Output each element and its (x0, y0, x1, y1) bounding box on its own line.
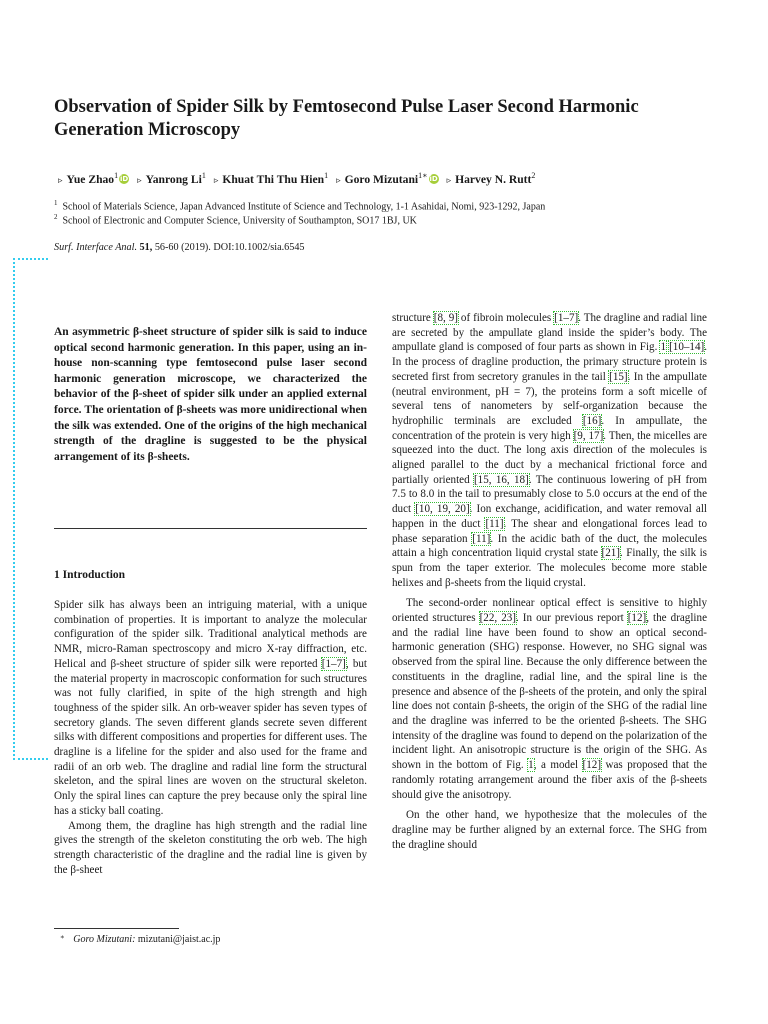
text-run: The second-order nonlinear optical effect is sensitive to highly oriented structures (392, 597, 707, 625)
affiliation-text: School of Materials Science, Japan Advanced Institute of Science and Technology, 1-1 Asahidai, Nomi, 923-1292, Japan (62, 201, 546, 213)
paragraph (392, 808, 707, 852)
author-name: Harvey N. Rutt (455, 172, 532, 186)
author-list (58, 171, 738, 186)
text-run: . The continuous lowering of pH from 7.5 to 8.0 in the tail to presumably close to 5.0 occurs at the end of the duct (392, 473, 708, 516)
footnote-author: Goro Mizutani: (73, 934, 136, 945)
text-run: . In our previous report (515, 612, 628, 625)
author (214, 171, 328, 186)
author-marker-icon: ▹ (336, 174, 341, 185)
citation-link[interactable]: [10, 19, 20] (415, 503, 470, 516)
citation-link[interactable]: [9, 17] (573, 429, 604, 442)
text-run: . In the process of dragline production, the primary structure protein is secreted first from secretory granules in the tail (392, 341, 707, 383)
citation-link[interactable]: [12] (582, 759, 602, 772)
abstract: An asymmetric β-sheet structure of spider silk is said to induce optical second harmonic generation. In this paper, using an in-house non-scanning type femtosecond pulse laser second harmonic generation microscope, we characterized the behavior of the β-sheet of spider silk under an applied external force. The orientation of β-sheets was more unidirectional when the silk was extended. One of the origins of the high mechanical strength of the dragline is suggested to be the physical arrangement of its β-sheets. (54, 326, 367, 463)
text-run: , but the material property in macroscopic conformation for such structures was not fully clarified, in spite of the high strength and high toughness of the spider silk. An orb-weaver spider has seven types of secretory glands. The seven different glands secrete seven different silks with different compositions and properties for different uses. The dragline is a lifeline for the spider and also used for the frame and radii of an orb web. The dragline and radial line form the structural skeleton, and the spiral lines are woven on the structural skeleton. Only the spiral lines can capture the prey because only the spiral line has a sticky ball coating. (54, 657, 367, 817)
citation-link[interactable]: [15, 16, 18] (473, 473, 529, 486)
paper-title: Observation of Spider Silk by Femtosecond Pulse Laser Second Harmonic Generation Microscopy (54, 97, 639, 140)
text-run: . Ion exchange, acidification, and water removal all happen in the duct (392, 503, 708, 530)
author (137, 171, 206, 186)
citation-link[interactable]: [8, 9] (433, 312, 458, 324)
footnote-email[interactable]: mizutani@jaist.ac.jp (137, 934, 221, 945)
footnote-divider (54, 928, 179, 929)
text-run: . The dragline and radial line are secreted by the ampullate gland inside the spider’s body. The ampullate gland is composed of four parts as shown in Fig. (392, 312, 707, 354)
orcid-icon[interactable]: iD (429, 174, 438, 183)
citation-line (54, 242, 305, 253)
citation-link[interactable]: [16] (582, 414, 602, 427)
citation-link[interactable]: [22, 23] (479, 612, 516, 625)
abstract-divider (54, 528, 367, 529)
text-run: Spider silk has always been an intriguing material, with a unique combination of properties. It is important to analyze the molecular configuration of the spider silk. Traditional analytical methods are NMR, micro-Raman spectroscopy and micro X-ray diffraction, etc. Helical and β-sheet structure of spider silk were reported (54, 599, 367, 670)
text-run: . In ampullate, the concentration of the protein is very high (392, 414, 708, 442)
right-column-body (392, 311, 707, 852)
text-run: . Finally, the silk is spun from the taper exterior. The molecules become more stable helixes and β-sheets from the liquid crystal. (392, 547, 707, 589)
author-name: Yanrong Li (145, 172, 202, 186)
citation-link[interactable]: [12] (627, 612, 647, 625)
author-affiliation-sup: 2 (531, 171, 536, 180)
citation-link[interactable]: [21] (601, 547, 620, 560)
author (58, 171, 129, 186)
author-marker-icon: ▹ (58, 174, 63, 185)
affiliation-number: 1 (54, 199, 58, 207)
journal-name: Surf. Interface Anal. (54, 242, 137, 253)
author-affiliation-sup: 1 (324, 171, 329, 180)
text-run: of fibroin molecules (457, 312, 555, 324)
affiliation-number: 2 (54, 213, 58, 221)
affiliation-text: School of Electronic and Computer Science, University of Southampton, SO17 1BJ, UK (62, 215, 417, 227)
paragraph (54, 819, 367, 878)
citation-link[interactable]: 1 (528, 759, 534, 772)
citation-link[interactable]: [11] (472, 532, 491, 545)
author-name: Goro Mizutani (344, 172, 419, 186)
text-run: Among them, the dragline has high strength and the radial line gives the strength of the skeleton constituting the orb web. The high strength characteristic of the dragline and the radial line is given by the β-sheet (54, 819, 367, 876)
journal-volume: 51, (139, 242, 153, 253)
author-name: Yue Zhao (66, 172, 115, 186)
citation-link[interactable]: [1–7] (321, 657, 346, 670)
author-marker-icon: ▹ (213, 174, 219, 185)
text-run: , the dragline and the radial line have been found to show an optical second-harmonic generation (SHG) response. However, no SHG signal was observed from the spiral line. Because the only difference between the constituents in the dragline, radial line, and the spiral line is the presence and absence of the β-sheets of the protein, and only the spiral line does not contain β-sheets, the origin of the SHG of the radial line and the dragline was inferred to be the oriented β-sheets. The SHG intensity of the dragline was found to depend on the polarization of the incident light. An anisotropic structure is the origin of the SHG. As shown in the bottom of Fig. (392, 612, 707, 772)
section-heading-introduction: 1 Introduction (54, 569, 126, 581)
text-run: . In the acidic bath of the duct, the molecules attain a high concentration liquid crystal state (392, 532, 707, 560)
corresponding-author-footnote (60, 933, 220, 945)
citation-link[interactable]: [11] (485, 517, 504, 530)
author-marker-icon: ▹ (446, 174, 452, 185)
link-annotation-frame[interactable] (13, 258, 48, 760)
author-name: Khuat Thi Thu Hien (222, 172, 325, 186)
citation-link[interactable]: [10–14] (669, 341, 705, 354)
text-run: . In the ampullate (neutral environment, pH = 7), the proteins form a soft micelle of several tens of nanometers by self-organization because the hydrophilic terminals are excluded (392, 370, 707, 427)
affiliation-2 (54, 211, 734, 227)
citation-details: 56-60 (2019). DOI:10.1002/sia.6545 (154, 242, 305, 253)
author (447, 171, 536, 186)
citation-link[interactable]: [15] (609, 370, 628, 383)
citation-link[interactable]: [1–7] (554, 312, 579, 324)
paragraph (392, 596, 707, 802)
text-run: was proposed that the randomly rotating arrangement around the fiber axis of the β-sheets should give the anisotropy. (392, 759, 707, 801)
author-affiliation-sup: 1 (114, 171, 119, 180)
text-run: structure (392, 312, 434, 324)
author (336, 171, 439, 186)
footnote-mark: ∗ (60, 933, 65, 941)
paragraph (392, 311, 707, 590)
paragraph (54, 598, 367, 819)
text-run: On the other hand, we hypothesize that the molecules of the dragline may be further aligned by an external force. The SHG from the dragline should (392, 809, 707, 851)
author-marker-icon: ▹ (137, 174, 142, 185)
author-affiliation-sup: 1 (201, 171, 206, 180)
text-run: , a model (533, 759, 583, 772)
text-run: . Then, the micelles are squeezed into the duct. The long axis direction of the molecules is aligned parallel to the duct by a mechanical frictional force and partially oriented (392, 429, 708, 486)
author-affiliation-sup: 1∗ (418, 171, 428, 180)
orcid-icon[interactable]: iD (120, 174, 129, 183)
text-run: . The shear and elongational forces lead to phase separation (392, 517, 707, 545)
left-column-body (54, 598, 367, 877)
citation-link[interactable]: 1 (660, 341, 666, 354)
